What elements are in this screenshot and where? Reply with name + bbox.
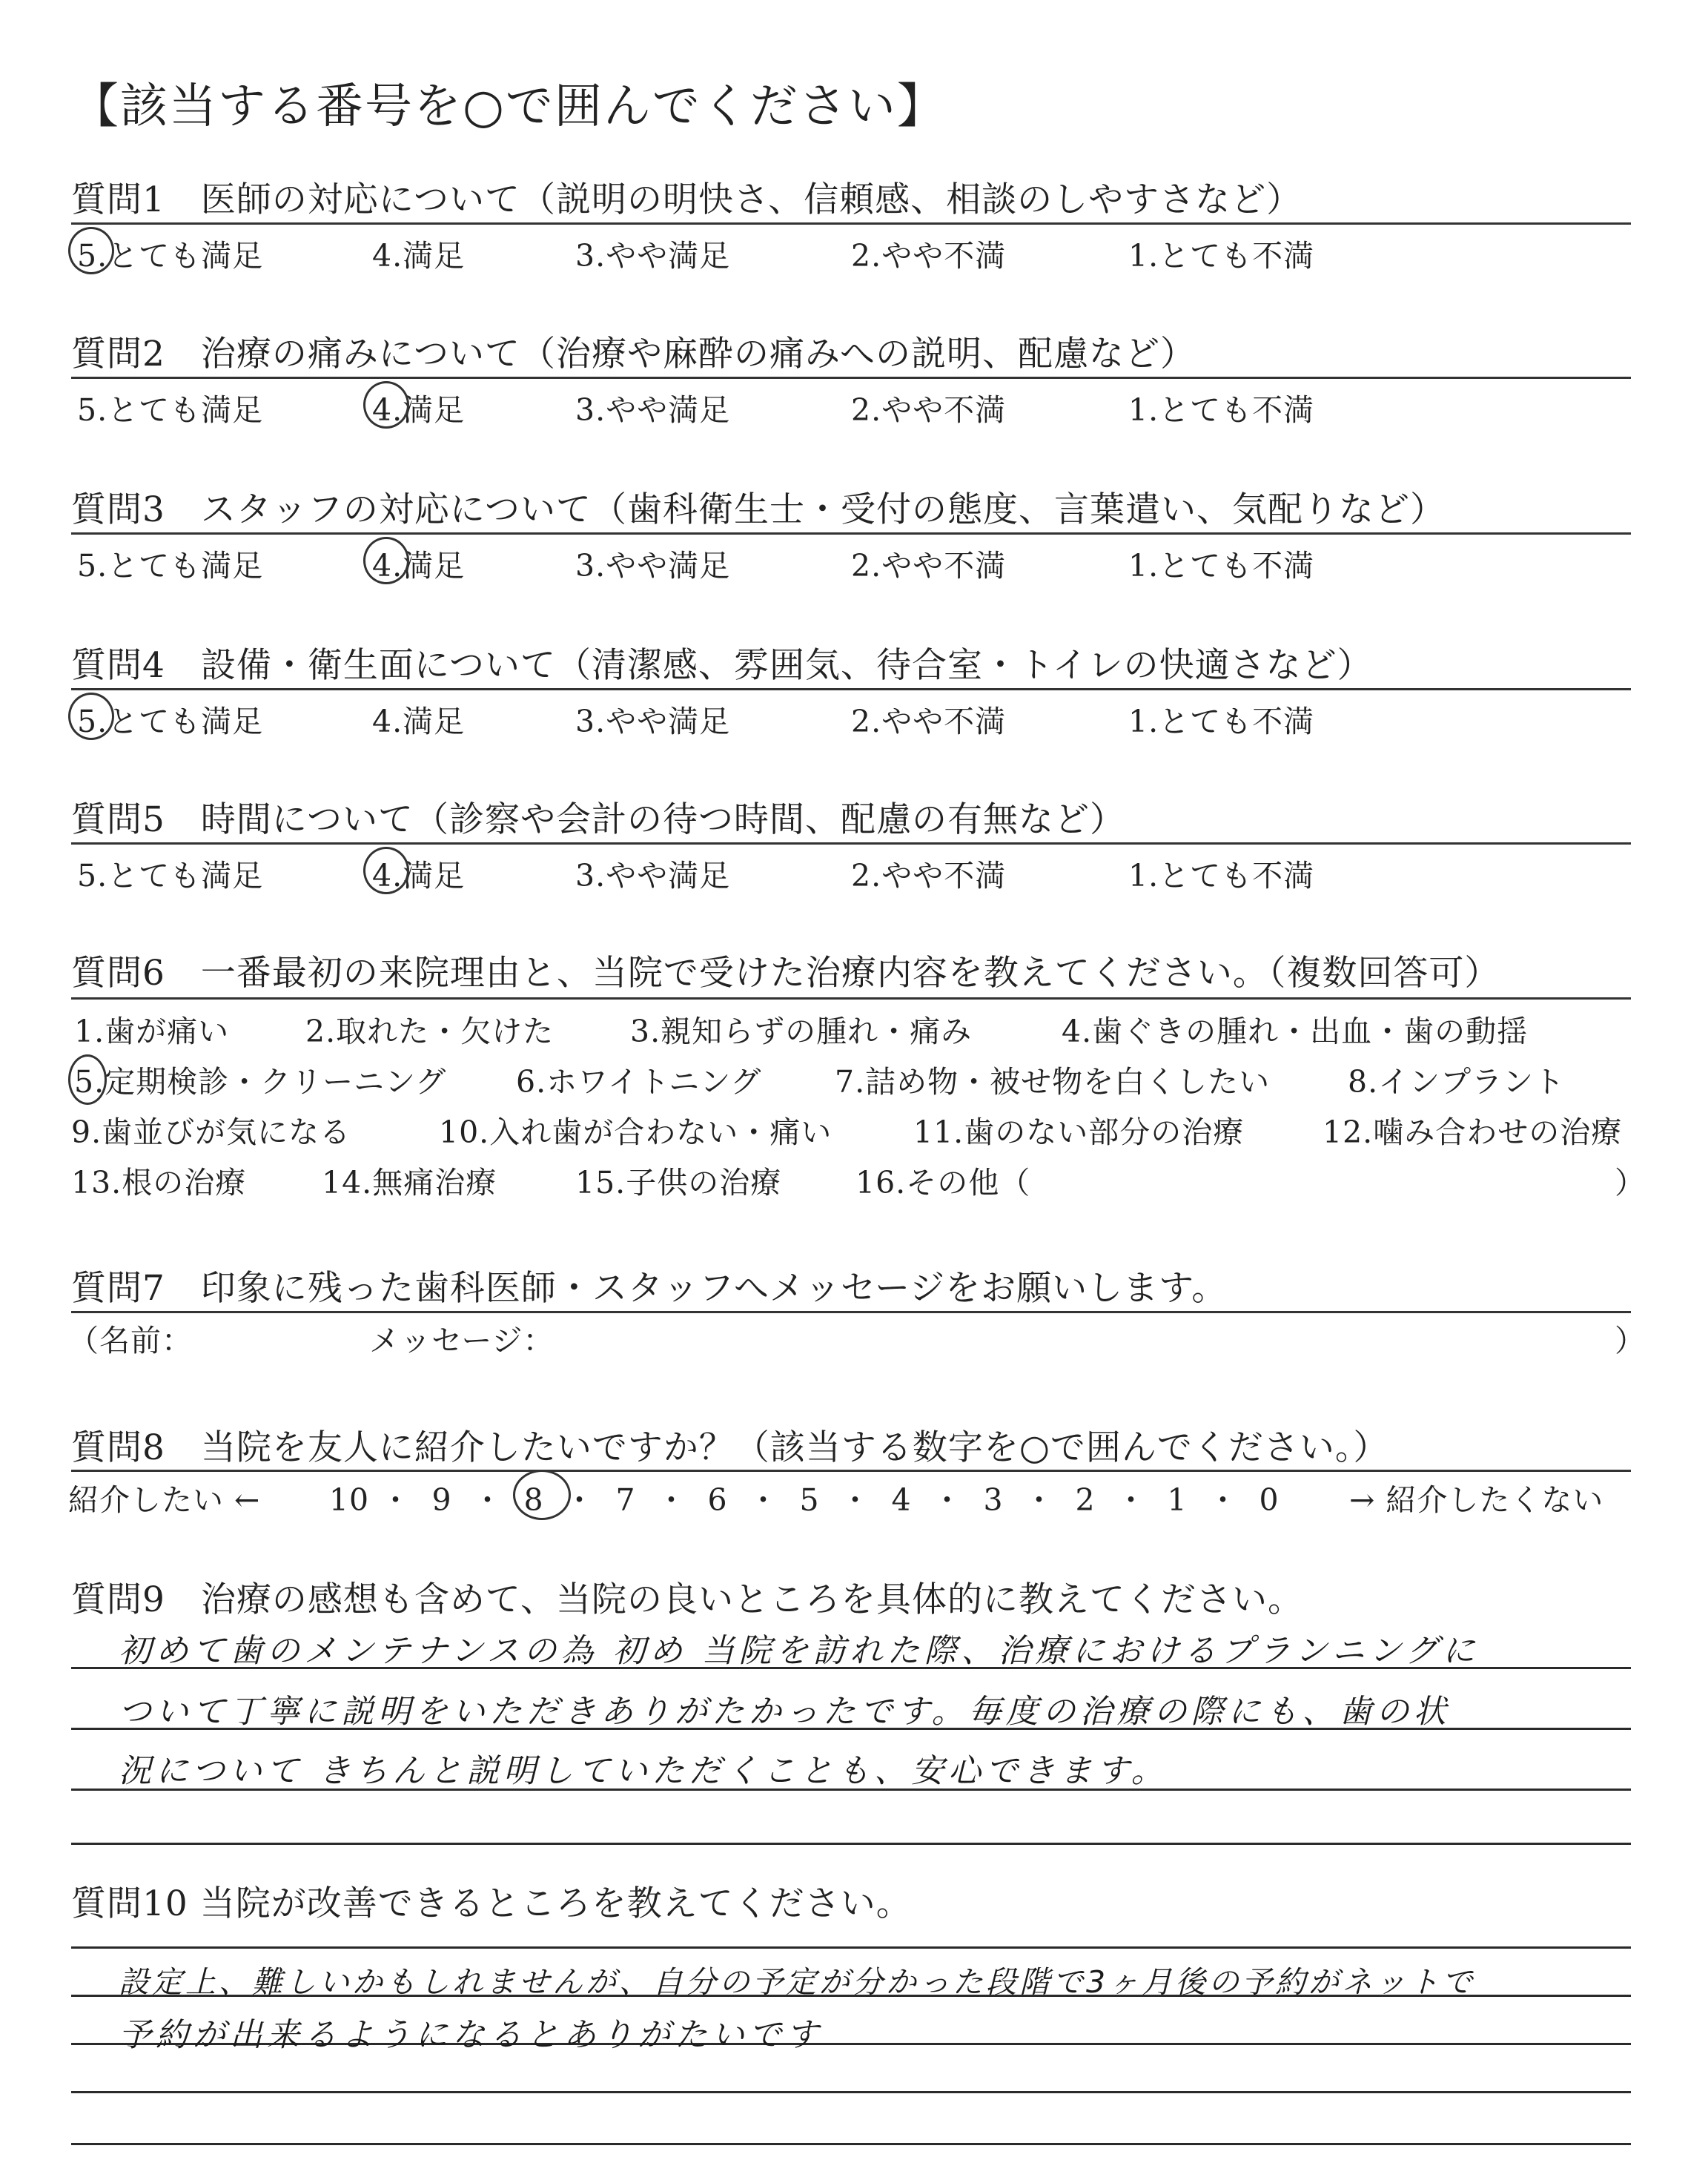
question-6-rule xyxy=(71,997,1631,1000)
scale-left-label: 紹介したい ← xyxy=(68,1482,261,1518)
q1-option-3[interactable]: 3.やや満足 xyxy=(575,238,731,274)
selected-circle-q5 xyxy=(363,847,409,894)
q2-option-3[interactable]: 3.やや満足 xyxy=(575,392,731,428)
scale-value-0[interactable]: 0 xyxy=(1259,1482,1280,1518)
q6-option[interactable]: 11.歯のない部分の治療 xyxy=(913,1114,1245,1150)
scale-value-10[interactable]: 10 xyxy=(328,1482,370,1518)
q1-option-4[interactable]: 4.満足 xyxy=(372,238,466,274)
scale-value-1[interactable]: 1 xyxy=(1167,1482,1188,1518)
q5-option-5[interactable]: 5.とても満足 xyxy=(77,858,264,894)
question-4-label: 質問4 設備・衛生面について（清潔感、雰囲気、待合室・トイレの快適さなど） xyxy=(71,645,1373,686)
scale-separator: ・ xyxy=(380,1482,411,1518)
q6-option[interactable]: 3.親知らずの腫れ・痛み xyxy=(630,1014,973,1049)
answer-line xyxy=(71,2143,1631,2145)
question-10-label: 質問10 当院が改善できるところを教えてください。 xyxy=(71,1883,912,1924)
q1-option-1[interactable]: 1.とても不満 xyxy=(1128,238,1315,274)
q6-option[interactable]: 2.取れた・欠けた xyxy=(305,1014,555,1049)
selected-circle-q8 xyxy=(513,1470,571,1520)
q4-option-3[interactable]: 3.やや満足 xyxy=(575,704,731,739)
q10-answer-line-2: 予約が出来るようになるとありがたいです xyxy=(119,2016,823,2054)
scale-value-8[interactable]: 8 xyxy=(523,1482,544,1518)
selected-circle-q3 xyxy=(363,537,409,584)
question-5-label: 質問5 時間について（診察や会計の待つ時間、配慮の有無など） xyxy=(71,799,1125,840)
answer-line xyxy=(71,1843,1631,1845)
page-title: 【該当する番号を○で囲んでください】 xyxy=(71,79,946,134)
scale-value-9[interactable]: 9 xyxy=(431,1482,452,1518)
question-3-rule xyxy=(71,532,1631,535)
question-7-rule xyxy=(71,1311,1631,1313)
q6-option[interactable]: 14.無痛治療 xyxy=(322,1165,497,1200)
scale-separator: ・ xyxy=(932,1482,963,1518)
q3-option-3[interactable]: 3.やや満足 xyxy=(575,548,731,584)
q4-option-1[interactable]: 1.とても不満 xyxy=(1128,704,1315,739)
scale-value-3[interactable]: 3 xyxy=(983,1482,1004,1518)
question-8-rule xyxy=(71,1470,1631,1472)
question-2-label: 質問2 治療の痛みについて（治療や麻酔の痛みへの説明、配慮など） xyxy=(71,334,1196,374)
selected-circle-q2 xyxy=(363,381,409,429)
question-8-label: 質問8 当院を友人に紹介したいですか？（該当する数字を○で囲んでください。） xyxy=(71,1427,1389,1468)
q6-option[interactable]: 5.定期検診・クリーニング xyxy=(74,1064,447,1100)
q3-option-4[interactable]: 4.満足 xyxy=(372,548,466,584)
message-label: メッセージ： xyxy=(369,1323,555,1358)
q5-option-4[interactable]: 4.満足 xyxy=(372,858,466,894)
scale-value-2[interactable]: 2 xyxy=(1075,1482,1096,1518)
scale-right-label: → 紹介したくない xyxy=(1349,1482,1604,1518)
q6-option[interactable]: 12.噛み合わせの治療 xyxy=(1323,1114,1623,1150)
q3-option-2[interactable]: 2.やや不満 xyxy=(851,548,1007,584)
q6-option[interactable]: 4.歯ぐきの腫れ・出血・歯の動揺 xyxy=(1062,1014,1529,1049)
q6-option[interactable]: 16.その他（ xyxy=(855,1165,1031,1200)
answer-line xyxy=(71,2091,1631,2093)
question-9-label: 質問9 治療の感想も含めて、当院の良いところを具体的に教えてください。 xyxy=(71,1579,1303,1620)
q10-answer-line-1: 設定上、難しいかもしれませんが、自分の予定が分かった段階で3ヶ月後の予約がネットで xyxy=(119,1964,1476,2000)
q9-answer-line-3: 況について きちんと説明していただくことも、安心できます。 xyxy=(119,1752,1168,1790)
q1-option-5[interactable]: 5.とても満足 xyxy=(77,238,264,274)
scale-separator: ・ xyxy=(840,1482,871,1518)
q6-option[interactable]: 8.インプラント xyxy=(1348,1064,1566,1100)
q2-option-1[interactable]: 1.とても不満 xyxy=(1128,392,1315,428)
question-6-label: 質問6 一番最初の来院理由と、当院で受けた治療内容を教えてください。（複数回答可） xyxy=(71,953,1500,994)
answer-line xyxy=(71,1946,1631,1949)
q6-option: ） xyxy=(1615,1165,1646,1200)
q6-option[interactable]: 6.ホワイトニング xyxy=(516,1064,762,1100)
selected-circle-q4 xyxy=(68,693,114,740)
q5-option-1[interactable]: 1.とても不満 xyxy=(1128,858,1315,894)
q5-option-2[interactable]: 2.やや不満 xyxy=(851,858,1007,894)
q6-option[interactable]: 7.詰め物・被せ物を白くしたい xyxy=(835,1064,1271,1100)
q6-option[interactable]: 1.歯が痛い xyxy=(74,1014,230,1049)
q3-option-5[interactable]: 5.とても満足 xyxy=(77,548,264,584)
scale-separator: ・ xyxy=(1116,1482,1147,1518)
question-1-label: 質問1 医師の対応について（説明の明快さ、信頼感、相談のしやすさなど） xyxy=(71,179,1302,220)
q3-option-1[interactable]: 1.とても不満 xyxy=(1128,548,1315,584)
q2-option-2[interactable]: 2.やや不満 xyxy=(851,392,1007,428)
scale-separator: ・ xyxy=(472,1482,503,1518)
q4-option-4[interactable]: 4.満足 xyxy=(372,704,466,739)
q6-option[interactable]: 9.歯並びが気になる xyxy=(71,1114,351,1150)
selected-circle-q6 xyxy=(68,1054,107,1105)
recommend-scale xyxy=(325,1476,1293,1519)
scale-separator: ・ xyxy=(656,1482,687,1518)
q6-option[interactable]: 13.根の治療 xyxy=(71,1165,247,1200)
question-3-label: 質問3 スタッフの対応について（歯科衛生士・受付の態度、言葉遣い、気配りなど） xyxy=(71,489,1446,530)
question-4-rule xyxy=(71,688,1631,690)
q9-answer-line-2: ついて丁寧に説明をいただきありがたかったです。毎度の治療の際にも、歯の状 xyxy=(119,1693,1451,1731)
q6-option[interactable]: 10.入れ歯が合わない・痛い xyxy=(439,1114,833,1150)
scale-separator: ・ xyxy=(564,1482,595,1518)
q9-answer-line-1: 初めて歯のメンテナンスの為 初め 当院を訪れた際、治療におけるプランニングに xyxy=(119,1632,1480,1670)
scale-value-5[interactable]: 5 xyxy=(799,1482,820,1518)
scale-value-7[interactable]: 7 xyxy=(615,1482,636,1518)
q7-close-paren: ） xyxy=(1615,1323,1646,1358)
q4-option-2[interactable]: 2.やや不満 xyxy=(851,704,1007,739)
q1-option-2[interactable]: 2.やや不満 xyxy=(851,238,1007,274)
scale-separator: ・ xyxy=(1208,1482,1239,1518)
scale-separator: ・ xyxy=(748,1482,779,1518)
question-1-rule xyxy=(71,222,1631,225)
scale-value-4[interactable]: 4 xyxy=(891,1482,912,1518)
q4-option-5[interactable]: 5.とても満足 xyxy=(77,704,264,739)
question-5-rule xyxy=(71,842,1631,845)
q5-option-3[interactable]: 3.やや満足 xyxy=(575,858,731,894)
q2-option-4[interactable]: 4.満足 xyxy=(372,392,466,428)
question-7-label: 質問7 印象に残った歯科医師・スタッフへメッセージをお願いします。 xyxy=(71,1268,1228,1309)
q2-option-5[interactable]: 5.とても満足 xyxy=(77,392,264,428)
scale-separator: ・ xyxy=(1024,1482,1055,1518)
q6-option[interactable]: 15.子供の治療 xyxy=(575,1165,782,1200)
selected-circle-q1 xyxy=(68,227,114,274)
scale-value-6[interactable]: 6 xyxy=(707,1482,728,1518)
question-2-rule xyxy=(71,377,1631,379)
name-label: （名前： xyxy=(68,1323,193,1358)
